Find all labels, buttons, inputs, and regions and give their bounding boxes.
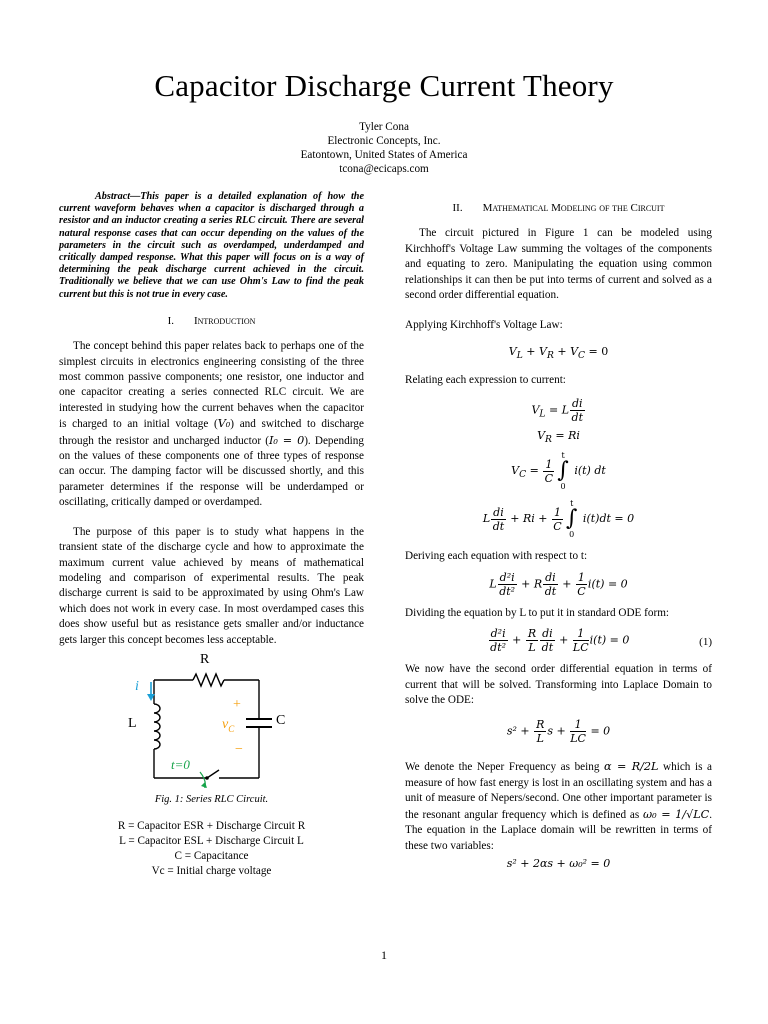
paper-title: Capacitor Discharge Current Theory: [154, 68, 614, 103]
label-vc: [222, 717, 234, 737]
rlc-circuit-diagram: [59, 652, 364, 788]
modeling-paragraph-1: The circuit pictured in Figure 1 can be modeled using Kirchhoff's Voltage Law summing the voltages of the components and equating to zero. Manipulating the equation using common relationships it can then be put into terms of current and solved as a second order differential equation.: [405, 227, 712, 302]
equation-number: (1): [699, 636, 712, 649]
neper-text-b: which is a measure of how fast energy is lost in an oscillating system and has a unit of measure of Nepers/second. One other important parameter is the resonant angular frequency which is defined as: [405, 761, 713, 821]
equation-vr: $V_R = Ri$: [537, 428, 580, 446]
modeling-paragraph-4: Deriving each equation with respect to t:: [405, 550, 588, 563]
section-heading-modeling: [405, 201, 712, 216]
left-column: [59, 191, 364, 879]
alpha-definition: α = R/2L: [604, 760, 659, 774]
page-number: 1: [381, 948, 387, 962]
label-current: i: [135, 678, 139, 694]
inductor-symbol: [154, 704, 160, 749]
author-location: Eatontown, United States of America: [300, 149, 468, 161]
intro-text-a: The concept behind this paper relates back to perhaps one of the simplest circuits in electronics engineering consisting of the three most common passive components; one resistor, one inductor and one capacitor creating a series connected RLC circuit. We are interested in studying how the current behaves when the capacitor is charged to an initial voltage (: [59, 340, 364, 431]
label-minus: −: [235, 741, 243, 757]
equation-sum: L $\frac{di}{dt}$ + Ri + $\frac{1}{C}$ t ∫ 0 i(t)dt = 0: [482, 499, 635, 540]
equation-final: s² + 2αs + ω₀² = 0: [506, 856, 611, 870]
figure-caption: Fig. 1: Series RLC Circuit.: [154, 793, 269, 805]
equation-vl: $V_L = L$ $\frac{di}{dt}$: [531, 396, 584, 424]
label-L: L: [128, 715, 137, 731]
modeling-paragraph-3: Relating each expression to current:: [405, 374, 566, 387]
vc-subscript: C: [228, 723, 235, 734]
author-name: Tyler Cona: [359, 121, 409, 133]
section-number: II.: [452, 202, 463, 214]
figure-rlc-circuit: [59, 652, 364, 788]
figure-legend: [59, 819, 364, 879]
author-org: Electronic Concepts, Inc.: [327, 135, 441, 147]
author-email[interactable]: tcona@ecicaps.com: [339, 163, 429, 175]
modeling-paragraph-7: [405, 759, 712, 853]
section-number: I.: [167, 314, 174, 327]
equation-kvl: $V_L + V_R + V_C = 0$: [508, 344, 609, 362]
intro-text-b: ) and switched to discharge through the resistor and uncharged inductor (: [59, 418, 364, 447]
vc-symbol: v: [222, 716, 229, 732]
legend-line: Vc = Initial charge voltage: [151, 865, 272, 878]
equation-derivative: L $\frac{\text{d²i}}{\text{dt²}}$ + R $\frac{di}{dt}$ + $\frac{1}{C}$ i(t) = 0: [489, 570, 628, 598]
omega-definition: ω₀ = 1/√LC: [643, 807, 710, 821]
equation-laplace: s² + $\frac{R}{L}$ s + $\frac{1}{LC}$ = 0: [506, 718, 611, 746]
legend-line: C = Capacitance: [174, 850, 249, 863]
section-heading-introduction: [59, 314, 364, 329]
legend-line: R = Capacitor ESR + Discharge Circuit R: [117, 820, 306, 833]
label-plus: +: [233, 696, 241, 712]
author-block: [0, 120, 768, 176]
abstract-lead: Abstract—: [95, 191, 141, 202]
modeling-paragraph-6: We now have the second order differential equation in terms of current that will be solved. Transforming into Laplace Domain to solve the ODE:: [405, 663, 712, 707]
label-switch-t0: t=0: [171, 756, 190, 772]
equation-ode: $\frac{\text{d²i}}{\text{dt²}}$ + $\frac{R}{L}$ $\frac{di}{dt}$ + $\frac{1}{LC}$ i(t) = 0 (1): [490, 627, 712, 655]
neper-text-c: . The equation in the Laplace domain will be rewritten in terms of these two variables:: [405, 808, 712, 852]
equation-vc: $V_C$ = $\frac{1}{C}$ t ∫ 0 i(t) dt: [511, 451, 606, 492]
label-R: R: [200, 651, 210, 667]
intro-paragraph-1: [59, 339, 364, 510]
intro-paragraph-2: The purpose of this paper is to study what happens in the transient state of the discharge cycle and how to approximate the maximum current value achieved by means of mathematical modeling and comparison of experimental results. The peak discharge current is said to be approximated by using Ohm's Law which does not work in every case. In most overdamped cases this does show useful but as resistance gets smaller and/or inductance gets larger this concept becomes less acceptable.: [59, 525, 364, 646]
legend-line: L = Capacitor ESL + Discharge Circuit L: [119, 835, 304, 848]
resistor-symbol: [193, 674, 224, 686]
modeling-paragraph-5: Dividing the equation by L to put it in standard ODE form:: [405, 606, 670, 619]
modeling-paragraph-2: Applying Kirchhoff's Voltage Law:: [405, 319, 563, 332]
label-C: C: [276, 712, 286, 728]
neper-text-a: We denote the Neper Frequency as being: [405, 761, 605, 774]
abstract: [59, 191, 364, 301]
section-title: Introduction: [193, 314, 256, 327]
right-column: [405, 201, 712, 871]
intro-text-c: ). Depending on the values of these components one of three types of response can occur. The damping factor will be discussed shortly, and this parameter determines if the response will be underdamped or oscillating, critically damped or overdamped.: [59, 434, 364, 509]
section-title: Mathematical Modeling of the Circuit: [482, 202, 665, 214]
v0-symbol: V₀: [217, 417, 231, 431]
abstract-text: This paper is a detailed explanation of how the current waveform behaves when a capacitor is discharged through a resistor and an inductor creating a series RLC circuit. There are several natural response cases that can occur depending on the values of the parameters in the circuit such as overdamped, underdamped and critically damped response. What this paper will focus on is a way of determining the peak discharge current achieved in the circuit. Traditionally we believe that we can use Ohm's Law to find the peak current but this is not true in every case.: [59, 191, 364, 300]
i0-symbol: I₀ = 0: [268, 433, 305, 447]
